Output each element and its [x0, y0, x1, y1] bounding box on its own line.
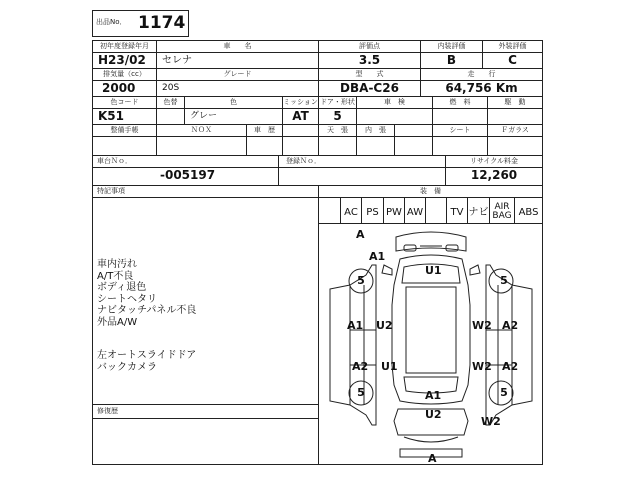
label-door-shape: ドア・形状	[320, 98, 355, 106]
value-chassis-number: -005197	[160, 168, 216, 182]
damage-a1-rear: A1	[425, 389, 442, 402]
value-model: DBA-C26	[340, 81, 399, 95]
value-recycle-fee: 12,260	[470, 168, 518, 182]
remark-line: A/T不良	[97, 270, 134, 282]
label-registration-number: 登録Ｎｏ．	[286, 157, 321, 165]
label-first-registration: 初年度登録年月	[100, 42, 149, 50]
damage-a2-right-lower: A2	[502, 360, 519, 373]
label-headliner: 天 張	[327, 126, 348, 134]
equipment-pw: PW	[386, 206, 402, 218]
label-car-name: 車 名	[223, 42, 252, 50]
label-interior-grade: 内装評価	[437, 42, 466, 50]
label-mileage: 走 行	[467, 70, 496, 78]
damage-u1-roof: U1	[425, 264, 442, 277]
label-exterior-grade: 外装評価	[498, 42, 527, 50]
wheel-rear-left-rating: 5	[357, 386, 365, 399]
label-recycle-fee: リサイクル料金	[469, 157, 519, 165]
label-score: 評価点	[359, 42, 380, 50]
equipment-navi: ナビ	[468, 206, 489, 218]
label-transmission: ミッション	[283, 98, 318, 106]
label-model: 型 式	[355, 70, 384, 78]
label-car-history: 車 歴	[254, 126, 275, 134]
damage-rear: A	[428, 452, 437, 465]
label-nox: ＮＯＸ	[191, 126, 212, 134]
label-drive: 駆 動	[504, 98, 526, 106]
remark-line: ナビタッチパネル不良	[97, 305, 197, 316]
label-front-glass: Ｆガラス	[501, 126, 529, 134]
value-displacement: 2000	[102, 81, 136, 95]
equipment-blank	[426, 201, 446, 223]
damage-u2-left: U2	[376, 319, 393, 332]
damage-w2-rear: W2	[481, 415, 501, 428]
lot-label: 出品No．	[96, 18, 127, 26]
remark-line: 外品A/W	[97, 316, 138, 328]
value-first-registration: H23/02	[98, 53, 146, 67]
lot-number: 1174	[138, 13, 186, 33]
equipment-airbag: AIR BAG	[492, 202, 512, 221]
wheel-front-left-rating: 5	[357, 274, 365, 287]
remark-line: 車内汚れ	[97, 259, 137, 270]
label-fuel: 燃 料	[449, 98, 471, 106]
value-door-shape: 5	[333, 109, 342, 123]
value-interior-grade: B	[446, 53, 457, 67]
car-diagram	[320, 225, 542, 463]
label-displacement: 排気量（cc）	[103, 70, 146, 78]
value-mileage: 64,756 Km	[445, 81, 518, 95]
value-transmission: AT	[292, 109, 309, 123]
damage-u1-left: U1	[381, 360, 398, 373]
label-maintenance-record: 整備手帳	[110, 126, 139, 134]
wheel-rear-right-rating: 5	[500, 386, 508, 399]
value-car-name: セレナ	[162, 55, 192, 66]
remark-line: 左オートスライドドア	[97, 350, 197, 361]
label-repair-history: 修復歴	[97, 407, 118, 415]
damage-front: A	[356, 228, 365, 241]
remark-line: ボディ退色	[97, 282, 147, 293]
value-score: 3.5	[358, 53, 381, 67]
damage-w2-right: W2	[472, 319, 492, 332]
label-remarks: 特記事項	[97, 187, 125, 195]
equipment-aw: AW	[406, 206, 424, 218]
equipment-abs: ABS	[518, 206, 539, 218]
damage-a1-front: A1	[369, 250, 386, 263]
label-grade: グレード	[223, 70, 252, 78]
label-color-change: 色替	[163, 98, 178, 106]
label-chassis-number: 車台Ｎｏ．	[97, 157, 132, 165]
wheel-front-right-rating: 5	[500, 274, 508, 287]
label-inspection: 車 検	[384, 98, 405, 106]
remark-line: シートヘタリ	[97, 293, 157, 305]
damage-w2-right-lower: W2	[472, 360, 492, 373]
value-color-code: K51	[98, 109, 124, 123]
damage-a2-left: A2	[352, 360, 369, 373]
equipment-tv: TV	[450, 206, 464, 218]
label-equipment: 装 備	[420, 187, 441, 195]
label-interior-panel: 内 張	[365, 126, 386, 134]
equipment-ps: PS	[366, 206, 379, 218]
equipment-ac: AC	[344, 206, 358, 218]
remark-line: バックカメラ	[97, 361, 157, 373]
value-color: グレー	[190, 111, 218, 121]
damage-u2-rear: U2	[425, 408, 442, 421]
value-exterior-grade: C	[508, 53, 517, 67]
label-color-code: 色コード	[110, 98, 139, 106]
value-grade: 20S	[162, 83, 180, 93]
label-seat: シート	[449, 126, 471, 134]
damage-a2-right: A2	[502, 319, 519, 332]
damage-a1-left: A1	[347, 319, 364, 332]
label-color: 色	[230, 98, 237, 106]
